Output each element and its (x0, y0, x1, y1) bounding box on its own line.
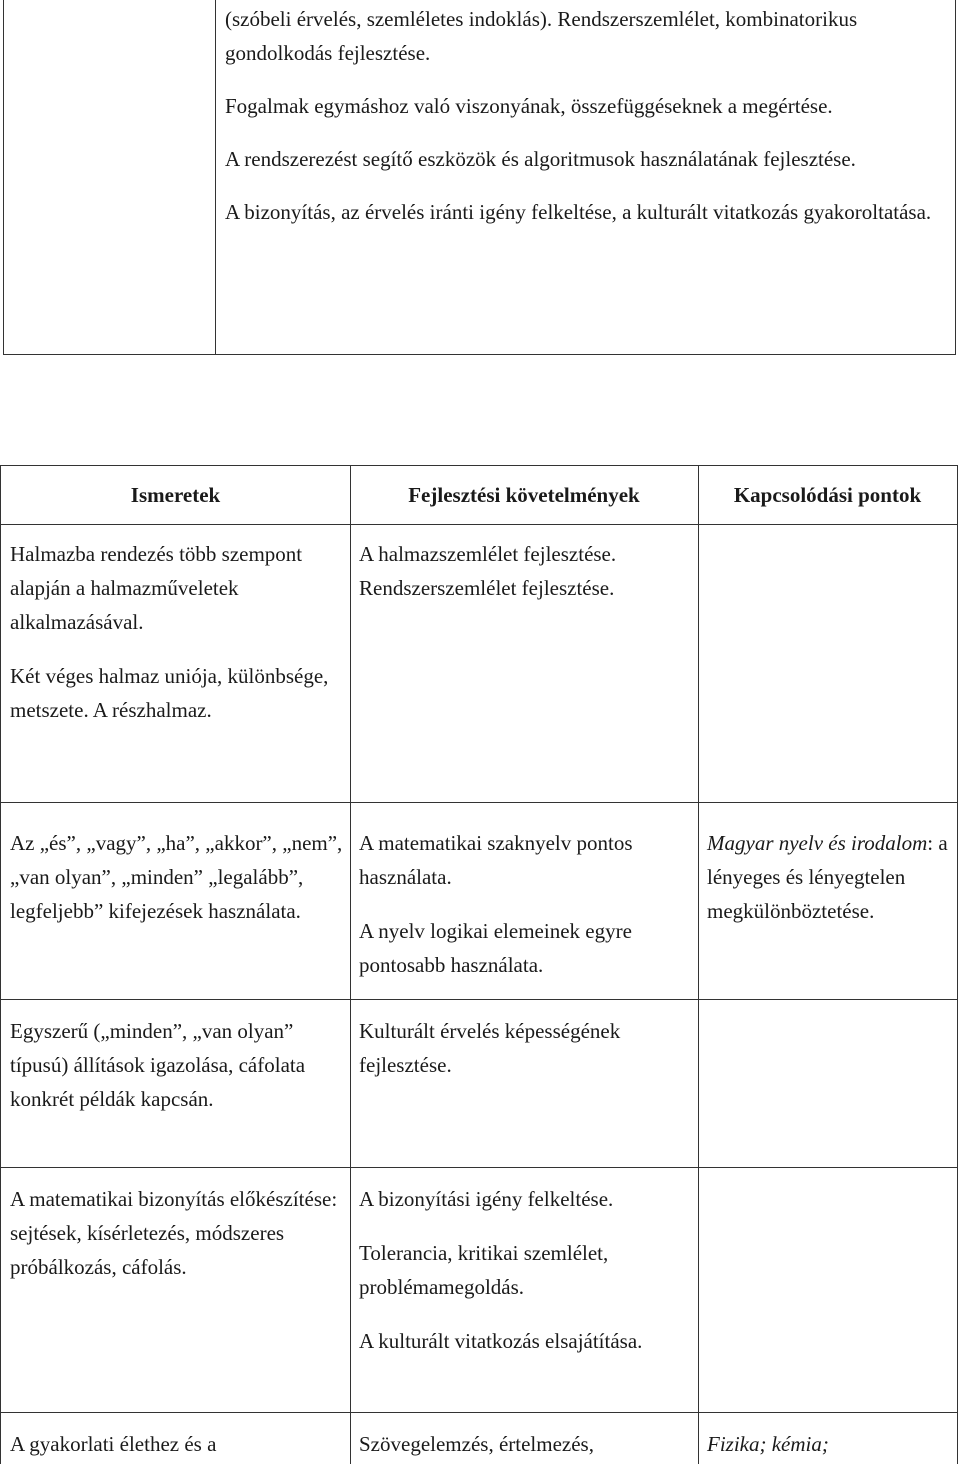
cell-text: A matematikai bizonyítás előkészítése: sejtések, kísérletezés, módszeres próbálkozás, cáfolás. (10, 1187, 338, 1279)
header-ismeretek: Ismeretek (130, 482, 221, 507)
table-cell-ismeretek (1, 1427, 350, 1461)
table-cell-kapcsolodasi (698, 826, 957, 928)
cell-text: A matematikai szaknyelv pontos használata. (359, 831, 633, 889)
cell-text: Egyszerű („minden”, „van olyan” típusú) állítások igazolása, cáfolata konkrét példák kapcsán. (10, 1019, 306, 1111)
cell-text: Szövegelemzés, értelmezés, (359, 1432, 594, 1456)
row-divider (1, 999, 957, 1000)
top-paragraph: Fogalmak egymáshoz való viszonyának, összefüggéseknek a megértése. (225, 94, 833, 118)
table-cell-fejlesztesi (350, 1014, 698, 1082)
table-cell-fejlesztesi (350, 1182, 698, 1358)
row-divider (1, 1167, 957, 1168)
cell-text: A halmazszemlélet fejlesztése. (359, 542, 617, 566)
table-cell-fejlesztesi (350, 537, 698, 605)
top-paragraph: A bizonyítás, az érvelés iránti igény felkeltése, a kulturált vitatkozás gyakoroltatása. (225, 200, 932, 224)
top-table-right-cell (216, 0, 955, 354)
cell-text: Tolerancia, kritikai szemlélet, problémamegoldás. (359, 1241, 609, 1299)
top-table (3, 0, 956, 355)
cell-text (707, 1427, 951, 1461)
table-cell-ismeretek (1, 1182, 350, 1284)
table-cell-ismeretek (1, 1014, 350, 1116)
row-divider (1, 524, 957, 525)
table-cell-fejlesztesi (350, 826, 698, 982)
row-divider (1, 1412, 957, 1413)
table-cell-ismeretek (1, 537, 350, 727)
column-divider (698, 466, 699, 1464)
header-kapcsolodasi-pontok: Kapcsolódási pontok (733, 482, 922, 507)
cell-text: A gyakorlati élethez és a (10, 1432, 217, 1456)
subject-description: : a lényeges és lényegtelen megkülönböztetése. (707, 831, 948, 923)
cell-text: A kulturált vitatkozás elsajátítása. (359, 1329, 643, 1353)
cell-text: Kulturált érvelés képességének fejlesztése. (359, 1019, 621, 1077)
cell-text: A nyelv logikai elemeinek egyre pontosabb használata. (359, 919, 632, 977)
top-paragraph: (szóbeli érvelés, szemléletes indoklás). Rendszerszemlélet, kombinatorikus gondolkodás fejlesztése. (225, 7, 858, 65)
row-divider (1, 802, 957, 803)
cell-text (707, 826, 951, 928)
cell-text: Két véges halmaz uniója, különbsége, metszete. A részhalmaz. (10, 664, 329, 722)
header-fejlesztesi-kovetelmenyek: Fejlesztési követelmények (408, 482, 640, 507)
cell-text: Rendszerszemlélet fejlesztése. (359, 576, 615, 600)
subject-name-italic: Magyar nyelv és irodalom (707, 831, 928, 855)
main-table (0, 465, 958, 1464)
cell-text: A bizonyítási igény felkeltése. (359, 1187, 614, 1211)
subject-name-italic: Fizika; kémia; (707, 1432, 829, 1456)
top-table-left-cell (4, 0, 216, 354)
table-cell-fejlesztesi (350, 1427, 698, 1461)
table-cell-kapcsolodasi (698, 1427, 957, 1461)
table-cell-ismeretek (1, 826, 350, 928)
cell-text: Az „és”, „vagy”, „ha”, „akkor”, „nem”, „van olyan”, „minden” „legalább”, legfeljebb” kifejezések használata. (10, 831, 343, 923)
top-paragraph: A rendszerezést segítő eszközök és algoritmusok használatának fejlesztése. (225, 147, 856, 171)
cell-text: Halmazba rendezés több szempont alapján a halmazműveletek alkalmazásával. (10, 542, 303, 634)
